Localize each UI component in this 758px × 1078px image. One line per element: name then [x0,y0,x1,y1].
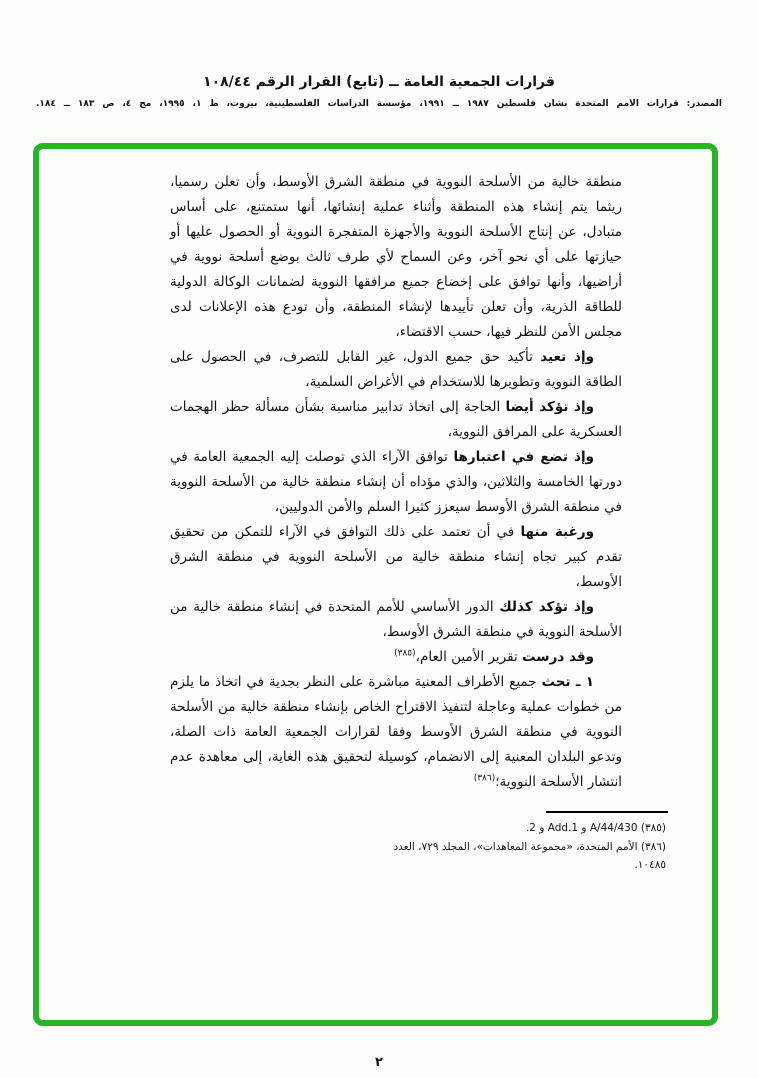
page-title: قرارات الجمعية العامة ــ (تابع) القرار الرقم ١٠٨/٤٤ [203,74,555,90]
paragraph-text: في أن تعتمد على ذلك التوافق في الآراء للتمكن من تحقيق تقدم كبير تجاه إنشاء منطقة خالية من الأسلحة النووية في منطقة الشرق الأوسط، [170,524,622,590]
footnote-text: A/44/430 و Add.1 و 2. [525,822,638,834]
paragraph-lead: ورغبة منها [520,524,594,540]
paragraph [170,595,622,645]
paragraph-lead: ١ ـ تحث [541,674,594,690]
footnote-marker: (٣٨٦) [640,841,666,853]
page-number: ٢ [375,1055,383,1070]
paragraph-lead: وإذ تعيد [540,349,594,365]
paragraph [170,670,622,795]
footnote-item [374,819,666,837]
paragraph-lead: وقد درست [522,649,594,665]
paragraph-lead: وإذ تؤكد كذلك [499,599,594,615]
paragraph [170,170,622,345]
footnote-ref: (٣٨٦) [473,773,496,784]
paragraph [170,645,622,670]
paragraph-text: منطقة خالية من الأسلحة النووية في منطقة الشرق الأوسط، وأن تعلن رسميا، ريثما يتم إنشاء هذه المنطقة وأثناء عملية إنشائها، أنها ستمتنع، على أساس متبادل، عن إنتاج الأسلحة النووية والأجهزة المتفجرة النووية أو الحصول عليها أو حيازتها على أي نحو آخر، وعن السماح لأي طرف ثالث بوضع أسلحة نووية في أراضيها، وأنها توافق على إخضاع جميع مرافقها النووية لضمانات الوكالة الدولية للطاقة الذرية، وأن تعلن تأييدها لإنشاء المنطقة، وأن تودع هذه الإعلانات لدى مجلس الأمن للنظر فيها، حسب الاقتضاء، [170,174,622,340]
paragraph-text: الدور الأساسي للأمم المتحدة في إنشاء منطقة خالية من الأسلحة النووية في منطقة الشرق الأوسط، [170,599,622,640]
footnote-text: الأمم المتحدة، «مجموعة المعاهدات»، المجلد ٧٢٩، العدد ١٠٤٨٥. [393,841,666,871]
paragraph [170,445,622,520]
footnote-separator [546,811,668,813]
footnotes [374,819,666,874]
paragraph-text: الحاجة إلى اتخاذ تدابير مناسبة بشأن مسألة حظر الهجمات العسكرية على المرافق النووية، [170,399,622,440]
footnote-marker: (٣٨٥) [640,822,666,834]
paragraph-text: تقرير الأمين العام، [415,649,522,665]
paragraph [170,395,622,445]
paragraph-lead: وإذ تؤكد أيضا [505,399,594,415]
paragraph [170,345,622,395]
document-body [170,170,666,875]
footnote-item [374,838,666,874]
paragraph-text: تأكيد حق جميع الدول، غير القابل للتصرف، في الحصول على الطاقة النووية وتطويرها للاستخدام في الأغراض السلمية، [170,349,622,390]
paragraph [170,520,622,595]
source-line: المصدر: قرارات الأمم المتحدة بشأن فلسطين ١٩٨٧ ــ ١٩٩١، مؤسسة الدراسات الفلسطينية، بيروت، ط ١، ١٩٩٥، مج ٤، ص ١٨٣ ــ ١٨٤. [36,99,722,109]
paragraph-text: جميع الأطراف المعنية مباشرة على النظر بجدية في اتخاذ ما يلزم من خطوات عملية وعاجلة لتنفيذ الاقتراح الخاص بإنشاء منطقة خالية من الأسلحة النووية في منطقة الشرق الأوسط وفقا لقرارات الجمعية العامة ذات الصلة، وتدعو البلدان المعنية إلى الانضمام، كوسيلة لتحقيق هذه الغاية، إلى معاهدة عدم انتشار الأسلحة النووية؛ [170,674,622,790]
paragraph-lead: وإذ تضع في اعتبارها [453,449,594,465]
paragraph-text: توافق الآراء الذي توصلت إليه الجمعية العامة في دورتها الخامسة والثلاثين، والذي مؤداه أن إنشاء منطقة خالية من الأسلحة النووية في منطقة الشرق الأوسط سيعزز كثيرا السلم والأمن الدوليين، [170,449,622,515]
footnote-ref: (٣٨٥) [394,648,416,659]
